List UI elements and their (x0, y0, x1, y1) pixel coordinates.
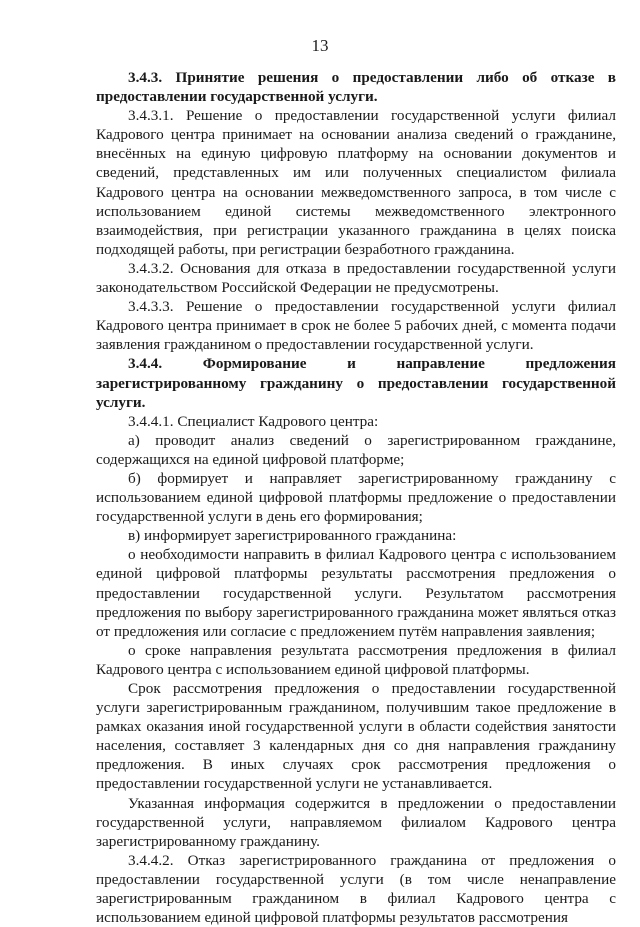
paragraph-3-4-3-3: 3.4.3.3. Решение о предоставлении государственной услуги филиал Кадрового центра принимает в срок не более 5 рабочих дней, с момента подачи заявления гражданином о предоставлении государственной услуги. (96, 298, 616, 354)
list-item-b: б) формирует и направляет зарегистрированному гражданину с использованием единой цифровой платформы предложение о предоставлении государственной услуги в день его формирования; (96, 469, 616, 526)
paragraph-information: Указанная информация содержится в предложении о предоставлении государственной услуги, направляемом филиалом Кадрового центра зарегистрированному гражданину. (96, 794, 616, 850)
section-heading-3-4-4: 3.4.4. Формирование и направление предложения зарегистрированному гражданину о предоставлении государственной услуги. (96, 355, 616, 411)
page-number: 13 (311, 36, 329, 55)
paragraph-3-4-4-2: 3.4.4.2. Отказ зарегистрированного гражданина от предложения о предоставлении государственной услуги (в том числе ненаправление зарегистрированным гражданином в филиал Кадрового центра с использованием единой цифровой платформы результатов рассмотрения (96, 851, 616, 927)
paragraph-3-4-4-1: 3.4.4.1. Специалист Кадрового центра: (128, 412, 379, 430)
list-item-a: а) проводит анализ сведений о зарегистрированном гражданине, содержащихся на единой цифровой платформе; (96, 431, 616, 468)
list-item-c: в) информирует зарегистрированного гражданина: (128, 527, 457, 545)
paragraph-necessity: о необходимости направить в филиал Кадрового центра с использованием единой цифровой платформы результаты рассмотрения предложения о предоставлении государственной услуги. Результатом рассмотрения предложения по выбору зарегистрированного гражданина может являться отказ от предложения или согласие с предложением путём направления заявления; (96, 546, 616, 640)
document-body (96, 68, 616, 927)
paragraph-deadline-direction: о сроке направления результата рассмотрения предложения в филиал Кадрового центра с использованием единой цифровой платформы. (96, 641, 616, 678)
section-heading-3-4-3: 3.4.3. Принятие решения о предоставлении либо об отказе в предоставлении государственной услуги. (96, 69, 616, 106)
paragraph-3-4-3-2: 3.4.3.2. Основания для отказа в предоставлении государственной услуги законодательством Российской Федерации не предусмотрены. (96, 259, 616, 297)
paragraph-review-period: Срок рассмотрения предложения о предоставлении государственной услуги зарегистрированным гражданином, получившим такое предложение в рамках оказания иной государственной услуги в области содействия занятости населения, составляет 3 календарных дня со дня направления гражданину предложения. В иных случаях срок рассмотрения предложения о предоставлении государственной услуги не устанавливается. (96, 680, 616, 793)
paragraph-3-4-3-1: 3.4.3.1. Решение о предоставлении государственной услуги филиал Кадрового центра принимает на основании анализа сведений о гражданине, внесённых на единую цифровую платформу на основании документов и сведений, представленных им или полученных специалистом филиала Кадрового центра на основании межведомственного запроса, в том числе с использованием единой системы межведомственного электронного взаимодействия, при регистрации указанного гражданина в целях поиска подходящей работы, при регистрации безработного гражданина. (96, 107, 616, 258)
